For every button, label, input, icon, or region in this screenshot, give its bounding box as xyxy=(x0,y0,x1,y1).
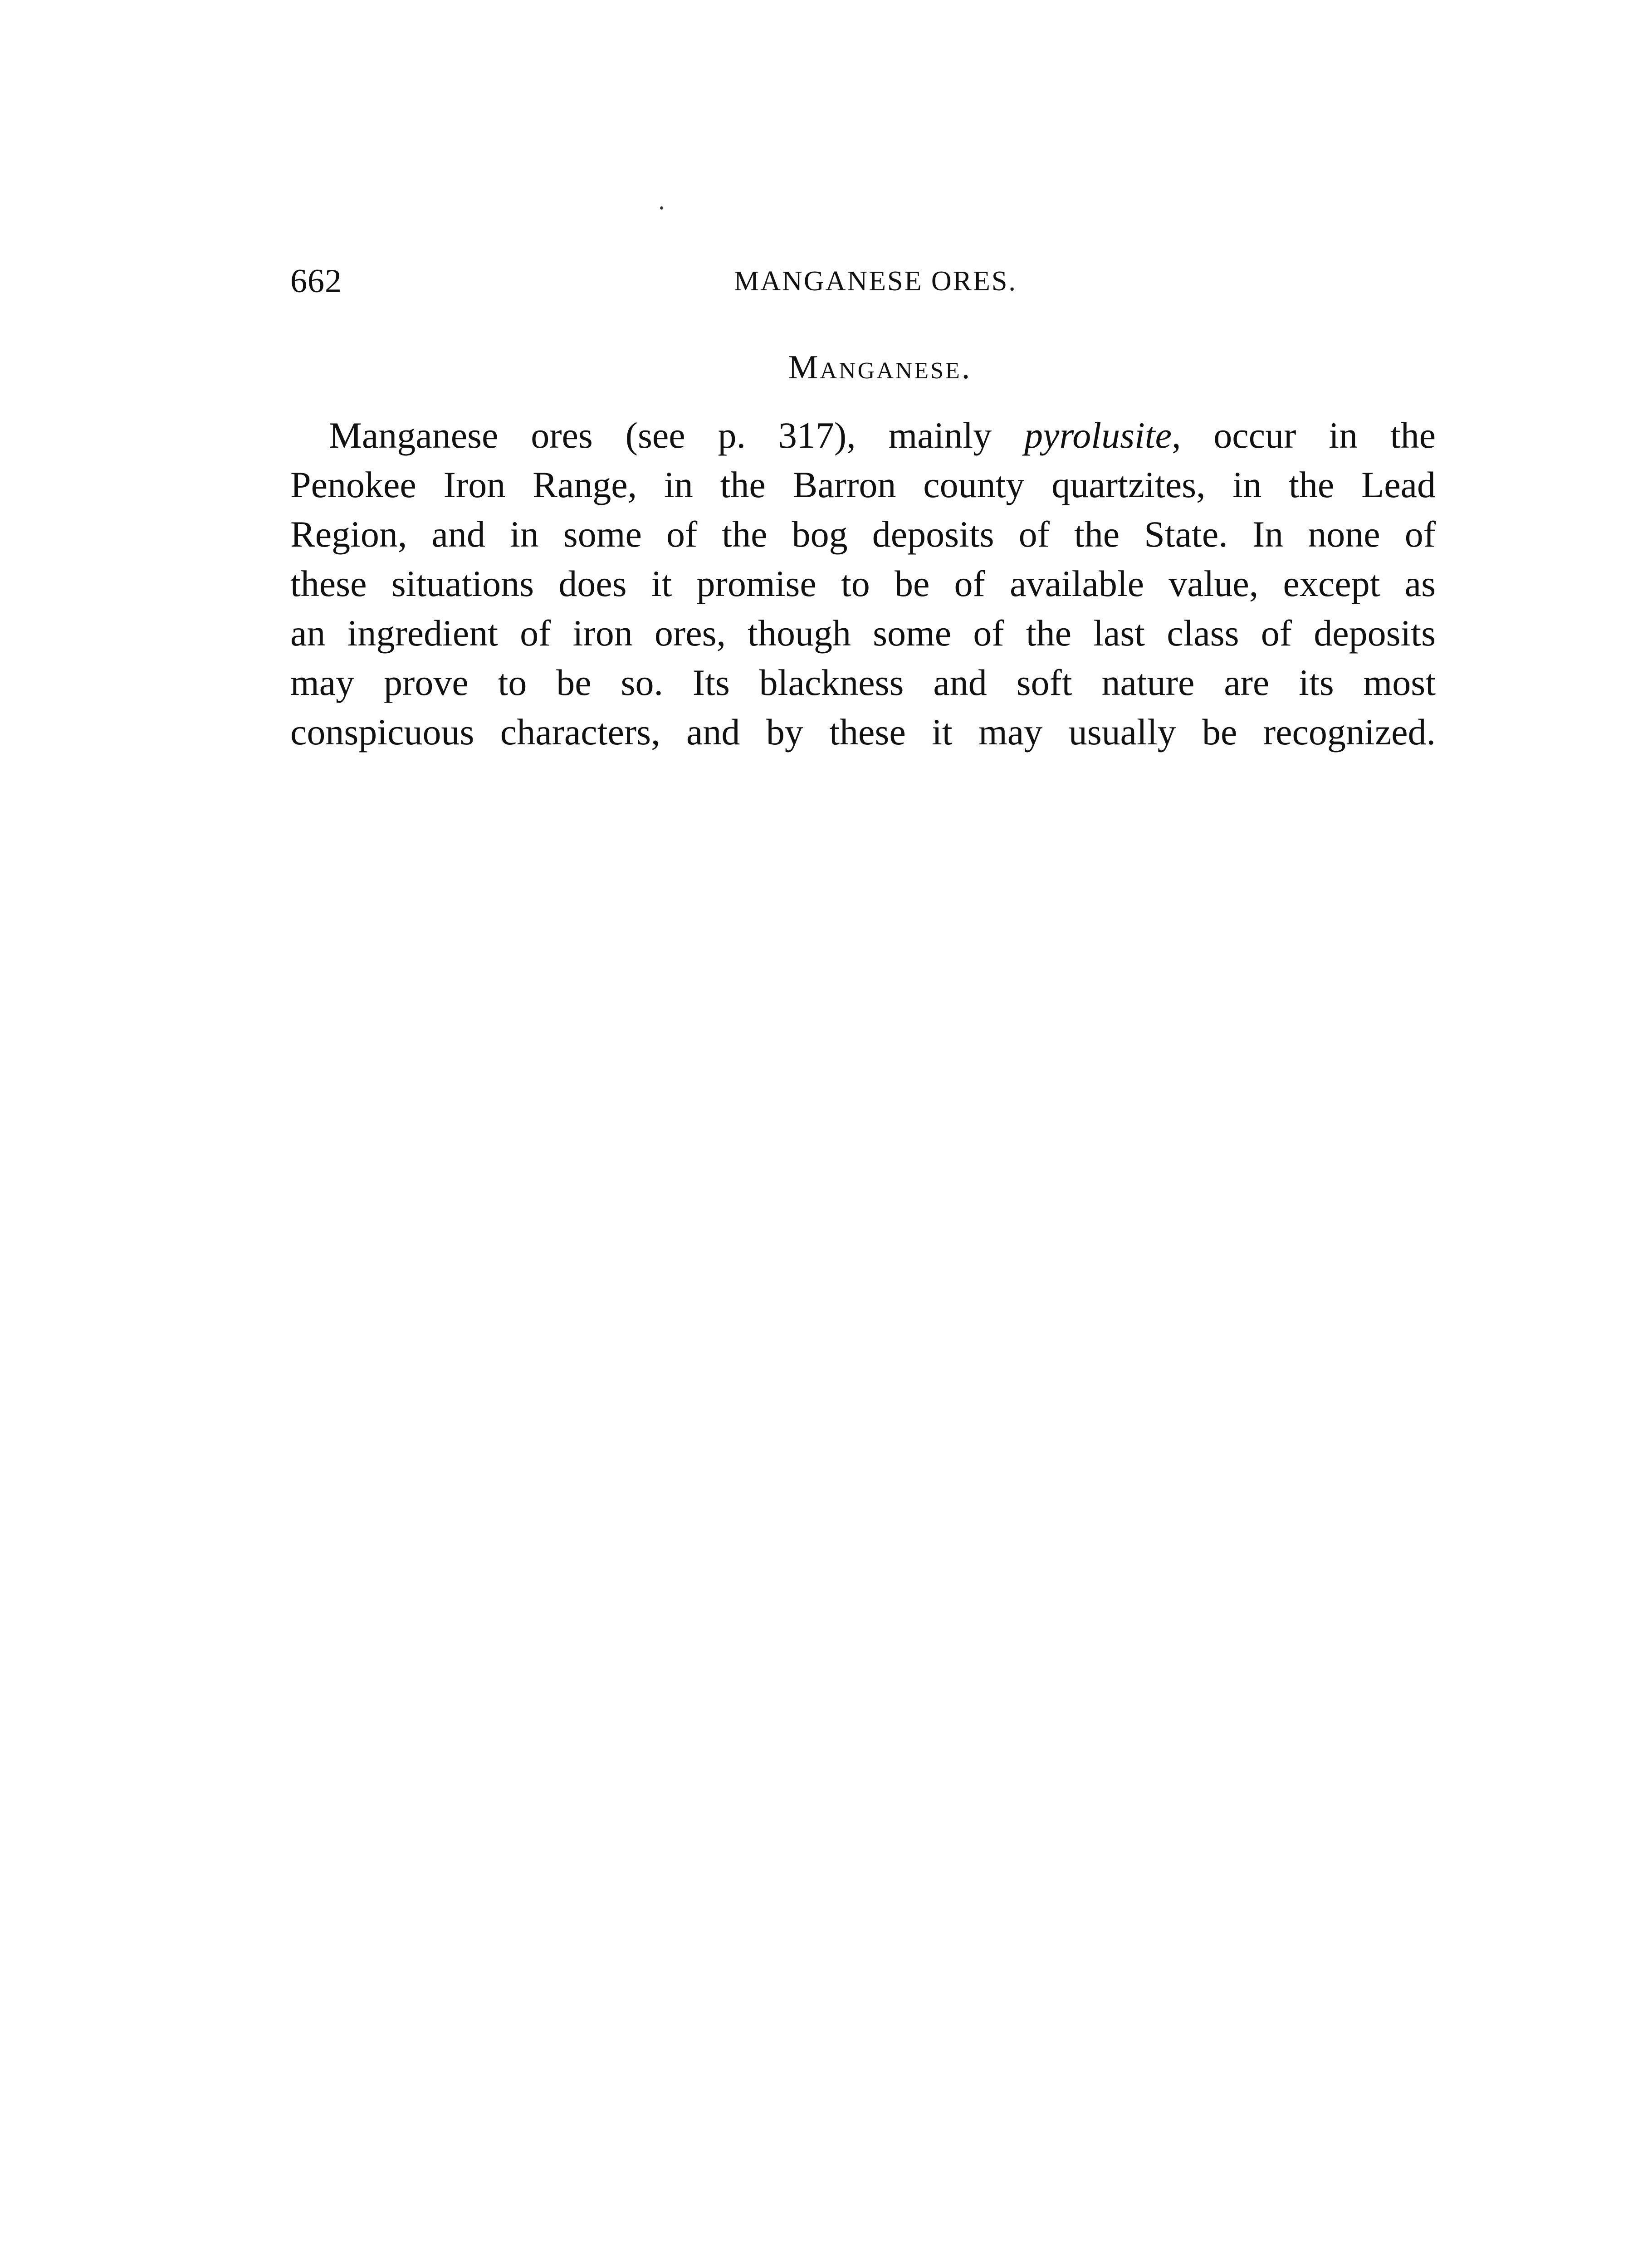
paragraph-line: Region, and in some of the bog deposits of the State. In none of xyxy=(290,513,1436,555)
paragraph-text: , occur in the xyxy=(1171,415,1436,456)
paragraph-text: Manganese ores (see p. 317), mainly xyxy=(329,415,1025,456)
paragraph-line xyxy=(290,411,1436,460)
paragraph-line: an ingredient of iron ores, though some of the last class of deposits xyxy=(290,612,1436,654)
paragraph-line: conspicuous characters, and by these it may usually be recognized. xyxy=(290,711,1436,753)
paragraph-line: may prove to be so. Its blackness and soft nature are its most xyxy=(290,662,1436,703)
section-heading: Manganese. xyxy=(788,349,972,386)
paragraph-line: these situations does it promise to be of available value, except as xyxy=(290,563,1436,604)
print-speck xyxy=(660,206,663,210)
paragraph-line: Penokee Iron Range, in the Barron county quartzites, in the Lead xyxy=(290,464,1436,505)
running-header xyxy=(290,259,1433,304)
mineral-name: pyrolusite xyxy=(1024,415,1172,456)
running-title: MANGANESE ORES. xyxy=(734,266,1017,297)
body-paragraph xyxy=(290,411,1436,757)
page-number: 662 xyxy=(290,263,342,300)
